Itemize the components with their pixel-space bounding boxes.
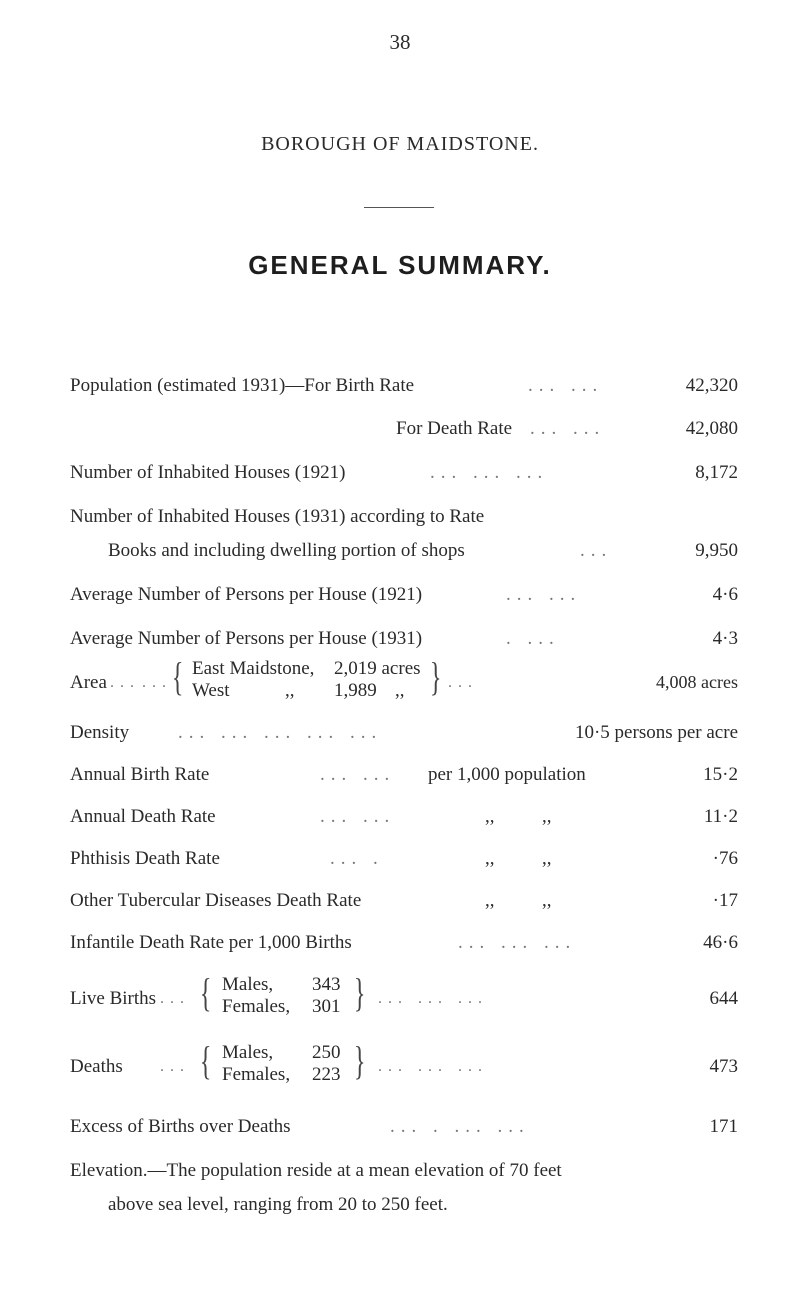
divider	[364, 207, 434, 208]
deaths-label: Deaths	[70, 1056, 123, 1077]
elevation-line2: above sea level, ranging from 20 to 250 feet.	[108, 1194, 448, 1215]
tubercular-value: ·17	[712, 890, 738, 911]
deaths-females-label: Females,	[222, 1064, 291, 1085]
area-dots-2: ...	[142, 674, 172, 691]
page-title: GENERAL SUMMARY.	[248, 250, 552, 280]
avg-persons-1931-value: 4·3	[712, 628, 738, 649]
population-birth-label: Population (estimated 1931)—For Birth Rate	[70, 375, 415, 396]
elevation-line1: Elevation.—The population reside at a mean elevation of 70 feet	[70, 1160, 562, 1181]
deaths-brace-right: }	[353, 1038, 366, 1083]
area-east-name: East Maidstone,	[192, 658, 315, 679]
live-births-dots: ...	[160, 990, 190, 1007]
page-number: 38	[389, 30, 411, 54]
avg-persons-1921-label: Average Number of Persons per House (1921)	[70, 584, 423, 605]
deaths-females-value: 223	[312, 1064, 341, 1085]
live-births-females-label: Females,	[222, 996, 291, 1017]
houses-1921-value: 8,172	[695, 462, 738, 483]
area-west-value: 1,989	[334, 680, 377, 701]
houses-1931-label-line2: Books and including dwelling portion of shops	[108, 540, 465, 561]
live-births-label: Live Births	[70, 988, 157, 1009]
deaths-dots: ...	[160, 1058, 190, 1075]
infantile-value: 46·6	[703, 932, 738, 953]
area-dots: ...	[110, 674, 140, 691]
death-rate-dots: ... ...	[320, 806, 396, 827]
infantile-dots: ... ... ...	[458, 932, 577, 953]
area-west-name: West	[192, 680, 230, 701]
houses-1931-dots: ...	[580, 540, 613, 561]
density-value: 10·5 persons per acre	[574, 722, 738, 743]
phthisis-ditto: ,, ,,	[485, 848, 552, 869]
avg-persons-1931-label: Average Number of Persons per House (1931)	[70, 628, 423, 649]
area-west-ditto: ,,	[285, 680, 295, 701]
phthisis-value: ·76	[712, 848, 738, 869]
birth-rate-unit: per 1,000 population	[428, 764, 586, 785]
deaths-males-value: 250	[312, 1042, 341, 1063]
birth-rate-value: 15·2	[703, 764, 738, 785]
live-births-dots-2: ... ... ...	[378, 990, 488, 1007]
area-brace-right: }	[429, 654, 442, 699]
population-birth-value: 42,320	[685, 375, 738, 396]
excess-dots: ... . ... ...	[390, 1116, 530, 1137]
borough-heading: BOROUGH OF MAIDSTONE.	[261, 133, 539, 155]
live-births-males-label: Males,	[222, 974, 274, 995]
death-rate-label: Annual Death Rate	[70, 806, 216, 827]
live-births-total: 644	[709, 988, 738, 1009]
population-death-value: 42,080	[685, 418, 738, 439]
population-birth-dots: ... ...	[528, 375, 604, 396]
avg-persons-1921-dots: ... ...	[506, 584, 582, 605]
live-births-males-value: 343	[312, 974, 341, 995]
excess-value: 171	[709, 1116, 738, 1137]
area-label: Area	[70, 672, 107, 693]
live-births-brace-right: }	[353, 970, 366, 1015]
area-total: 4,008 acres	[656, 672, 738, 692]
phthisis-label: Phthisis Death Rate	[70, 848, 220, 869]
infantile-label: Infantile Death Rate per 1,000 Births	[70, 932, 352, 953]
houses-1931-value: 9,950	[695, 540, 738, 561]
birth-rate-dots: ... ...	[320, 764, 396, 785]
population-death-label: For Death Rate	[396, 418, 513, 439]
houses-1921-label: Number of Inhabited Houses (1921)	[70, 462, 346, 483]
area-brace-left: {	[171, 654, 184, 699]
area-west-unit: ,,	[395, 680, 405, 701]
death-rate-value: 11·2	[703, 806, 738, 827]
density-dots: ... ... ... ... ...	[178, 722, 383, 743]
excess-label: Excess of Births over Deaths	[70, 1116, 291, 1137]
avg-persons-1931-dots: . ...	[506, 628, 560, 649]
tubercular-ditto: ,, ,,	[485, 890, 552, 911]
houses-1921-dots: ... ... ...	[430, 462, 549, 483]
area-dots-3: ...	[448, 674, 478, 691]
deaths-brace-left: {	[199, 1038, 212, 1083]
live-births-females-value: 301	[312, 996, 341, 1017]
deaths-males-label: Males,	[222, 1042, 274, 1063]
tubercular-label: Other Tubercular Diseases Death Rate	[70, 890, 362, 911]
area-east-value: 2,019 acres	[334, 658, 421, 679]
phthisis-dots: ... .	[330, 848, 384, 869]
deaths-dots-2: ... ... ...	[378, 1058, 488, 1075]
density-label: Density	[70, 722, 130, 743]
death-rate-ditto: ,, ,,	[485, 806, 552, 827]
birth-rate-label: Annual Birth Rate	[70, 764, 210, 785]
live-births-brace-left: {	[199, 970, 212, 1015]
deaths-total: 473	[709, 1056, 738, 1077]
houses-1931-label-line1: Number of Inhabited Houses (1931) according to Rate	[70, 506, 485, 527]
avg-persons-1921-value: 4·6	[712, 584, 738, 605]
population-death-dots: ... ...	[530, 418, 606, 439]
